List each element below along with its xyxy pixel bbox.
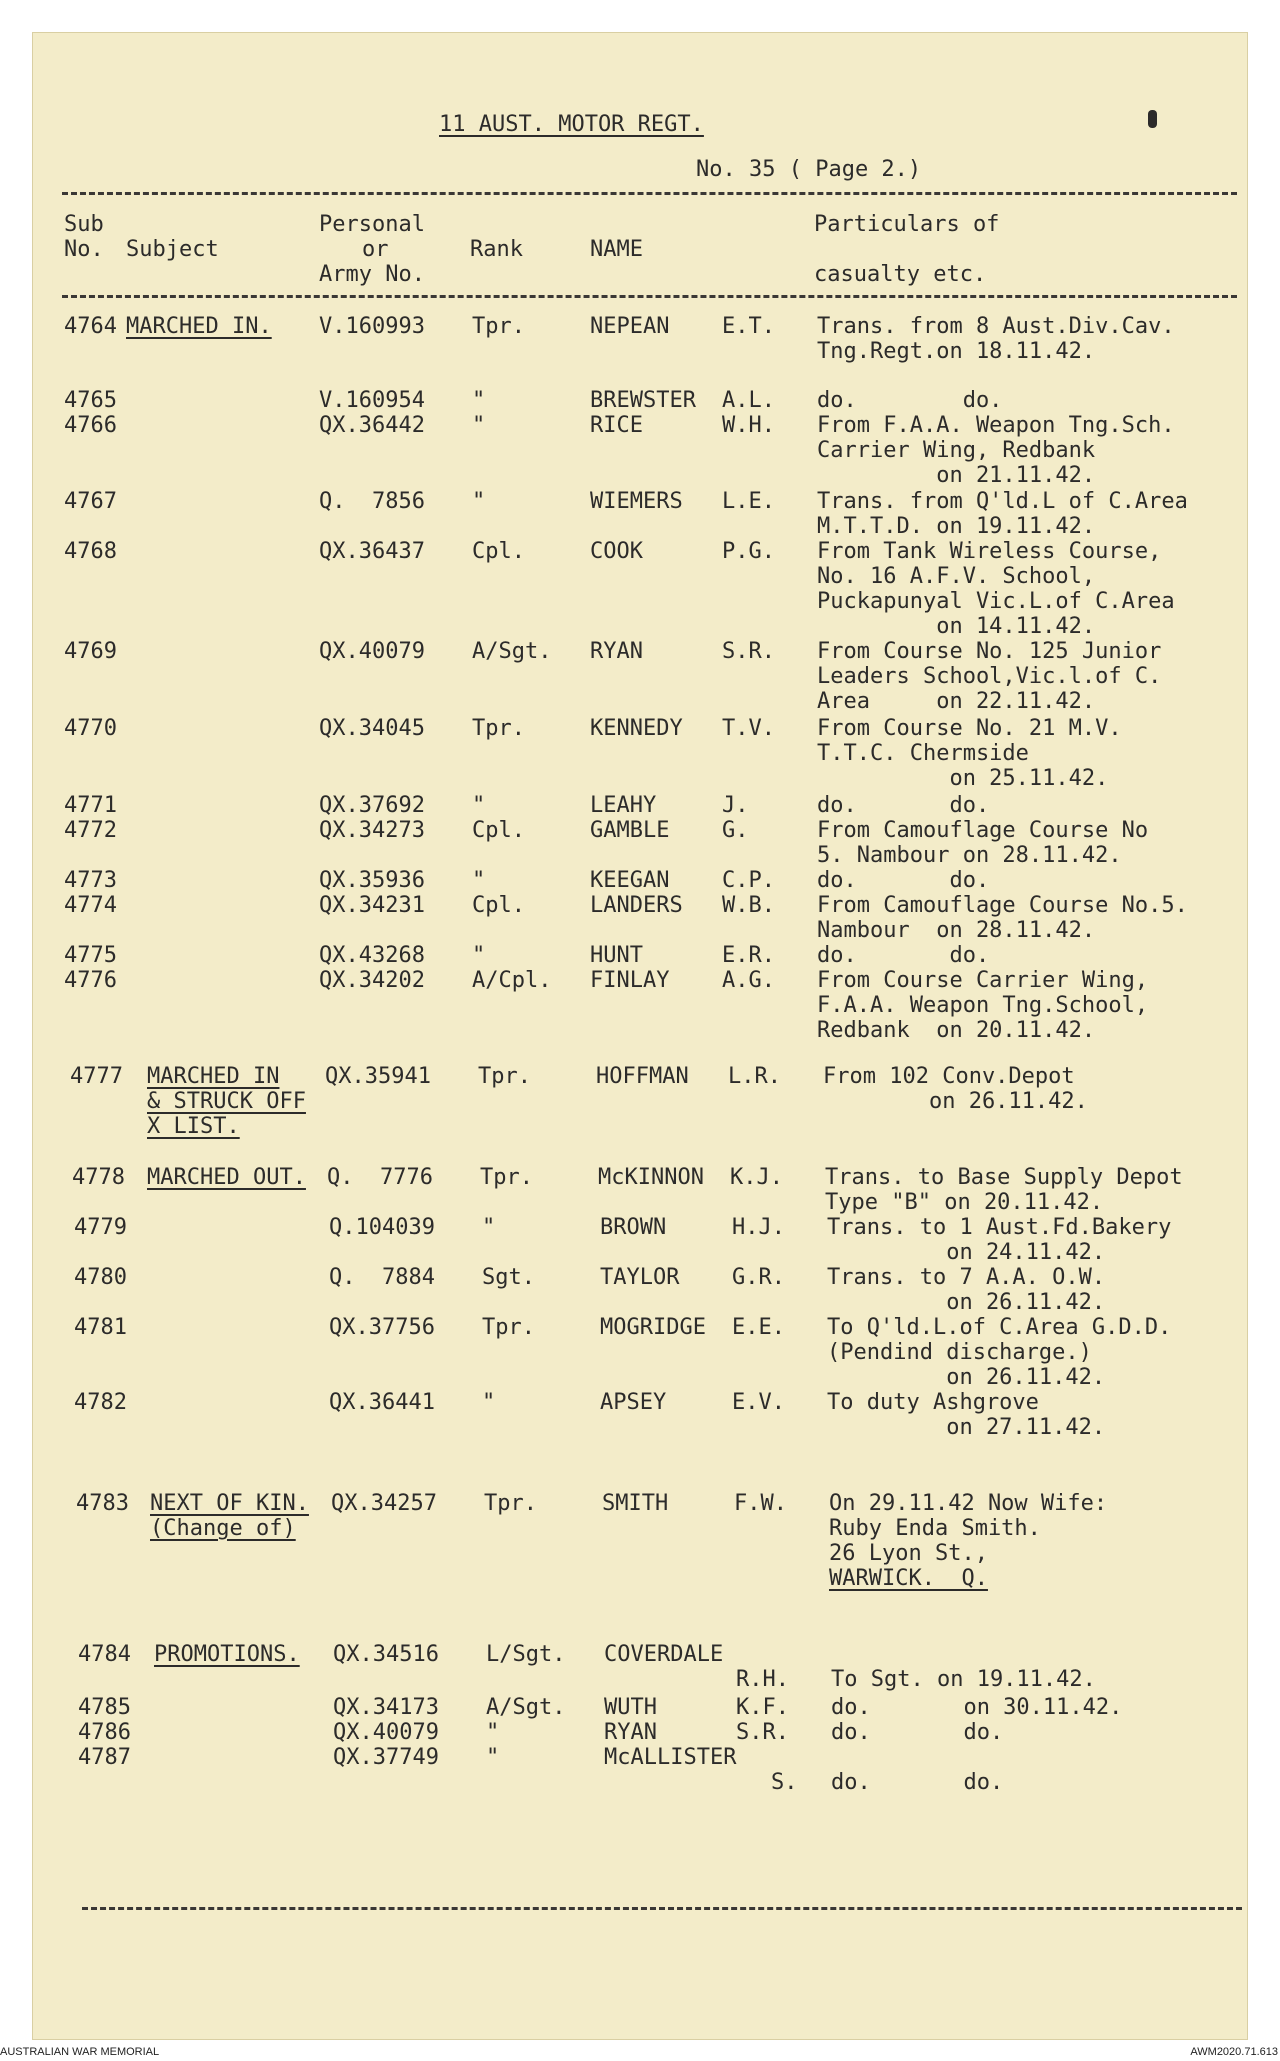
entry-initials: G.R. — [732, 1265, 785, 1290]
entry-particulars-line: do. do. — [817, 388, 1003, 413]
entry-army-number: QX.36437 — [319, 539, 425, 564]
header-bottom-divider — [62, 295, 1237, 298]
entry-surname: RICE — [590, 413, 643, 438]
entry-rank: " — [472, 868, 486, 893]
entry-surname: RYAN — [590, 639, 643, 664]
col-name: NAME — [590, 237, 643, 262]
entry-sub-number: 4776 — [64, 968, 117, 993]
entry-army-number: QX.37756 — [329, 1315, 435, 1340]
document-page — [32, 32, 1248, 2040]
entry-particulars-line: From Course Carrier Wing, — [817, 968, 1149, 993]
col-sub-line2: No. — [64, 237, 104, 262]
entry-rank: " — [472, 413, 486, 438]
entry-army-number: QX.35941 — [325, 1064, 431, 1089]
entry-particulars-line: on 26.11.42. — [827, 1290, 1106, 1315]
entry-particulars-line: on 24.11.42. — [827, 1240, 1106, 1265]
entry-initials: E.T. — [722, 314, 775, 339]
entry-sub-number: 4767 — [64, 489, 117, 514]
entry-particulars-line: 5. Nambour on 28.11.42. — [817, 843, 1122, 868]
entry-particulars-line: From Tank Wireless Course, — [817, 539, 1162, 564]
entry-sub-number: 4787 — [78, 1745, 131, 1770]
entry-particulars-line: Type "B" on 20.11.42. — [825, 1190, 1104, 1215]
entry-particulars-line: WARWICK. Q. — [829, 1566, 988, 1591]
page-title: 11 AUST. MOTOR REGT. — [439, 112, 704, 137]
entry-rank: " — [486, 1720, 500, 1745]
entry-army-number: QX.34516 — [333, 1642, 439, 1667]
entry-army-number: QX.35936 — [319, 868, 425, 893]
entry-sub-number: 4770 — [64, 716, 117, 741]
entry-particulars-line: Trans. from Q'ld.L of C.Area — [817, 489, 1188, 514]
entry-surname: COVERDALE — [604, 1642, 724, 1667]
entry-particulars-line: Trans. from 8 Aust.Div.Cav. — [817, 314, 1175, 339]
entry-particulars-line: 26 Lyon St., — [829, 1541, 988, 1566]
entry-rank: A/Sgt. — [472, 639, 552, 664]
entry-rank: L/Sgt. — [486, 1642, 566, 1667]
entry-surname: COOK — [590, 539, 643, 564]
entry-subject: MARCHED IN. — [126, 314, 272, 339]
entry-initials: E.V. — [732, 1390, 785, 1415]
entry-rank: " — [472, 388, 486, 413]
entry-subject: & STRUCK OFF — [147, 1089, 306, 1114]
entry-particulars-line: (Pendind discharge.) — [827, 1340, 1092, 1365]
entry-sub-number: 4784 — [78, 1642, 131, 1667]
entry-particulars-line: on 25.11.42. — [817, 766, 1109, 791]
entry-initials: J. — [722, 793, 749, 818]
entry-particulars-line: Nambour on 28.11.42. — [817, 918, 1096, 943]
page-number: No. 35 ( Page 2.) — [696, 157, 922, 182]
entry-army-number: Q.104039 — [329, 1215, 435, 1240]
entry-initials: S.R. — [722, 639, 775, 664]
entry-sub-number: 4771 — [64, 793, 117, 818]
entry-surname: KEEGAN — [590, 868, 670, 893]
entry-subject: (Change of) — [150, 1516, 296, 1541]
entry-surname: McKINNON — [598, 1165, 704, 1190]
entry-army-number: QX.43268 — [319, 943, 425, 968]
page-bottom-divider — [82, 1907, 1242, 1910]
entry-initials: P.G. — [722, 539, 775, 564]
entry-rank: Cpl. — [472, 539, 525, 564]
entry-particulars-line: From F.A.A. Weapon Tng.Sch. — [817, 413, 1175, 438]
entry-sub-number: 4778 — [72, 1165, 125, 1190]
entry-initials: E.E. — [732, 1315, 785, 1340]
entry-particulars-line: To Q'ld.L.of C.Area G.D.D. — [827, 1315, 1172, 1340]
entry-initials: H.J. — [732, 1215, 785, 1240]
entry-surname: APSEY — [600, 1390, 667, 1415]
entry-army-number: QX.34273 — [319, 818, 425, 843]
entry-initials: R.H. — [736, 1667, 789, 1692]
entry-subject: NEXT OF KIN. — [150, 1491, 309, 1516]
entry-particulars-line: From Course No. 21 M.V. — [817, 716, 1122, 741]
entry-surname: LEAHY — [590, 793, 657, 818]
entry-sub-number: 4783 — [76, 1491, 129, 1516]
entry-rank: Cpl. — [472, 818, 525, 843]
entry-sub-number: 4769 — [64, 639, 117, 664]
col-personal-line1: Personal — [319, 212, 425, 237]
entry-army-number: QX.34202 — [319, 968, 425, 993]
entry-rank: Tpr. — [484, 1491, 537, 1516]
entry-surname: BREWSTER — [590, 388, 696, 413]
entry-sub-number: 4785 — [78, 1695, 131, 1720]
footer-institution: AUSTRALIAN WAR MEMORIAL — [0, 2046, 160, 2058]
entry-initials: F.W. — [734, 1491, 787, 1516]
entry-particulars-line: To Sgt. on 19.11.42. — [831, 1667, 1096, 1692]
entry-army-number: QX.34045 — [319, 716, 425, 741]
entry-subject: MARCHED OUT. — [147, 1165, 306, 1190]
entry-army-number: Q. 7776 — [327, 1165, 433, 1190]
entry-particulars-line: on 21.11.42. — [817, 463, 1096, 488]
entry-sub-number: 4781 — [74, 1315, 127, 1340]
entry-rank: A/Cpl. — [472, 968, 552, 993]
entry-particulars-line: On 29.11.42 Now Wife: — [829, 1491, 1108, 1516]
col-sub-line1: Sub — [64, 212, 104, 237]
entry-army-number: V.160993 — [319, 314, 425, 339]
entry-sub-number: 4779 — [74, 1215, 127, 1240]
entry-sub-number: 4774 — [64, 893, 117, 918]
entry-particulars-line: Area on 22.11.42. — [817, 689, 1096, 714]
entry-surname: WIEMERS — [590, 489, 683, 514]
entry-particulars-line: Tng.Regt.on 18.11.42. — [817, 339, 1096, 364]
entry-particulars-line: To duty Ashgrove — [827, 1390, 1039, 1415]
entry-initials: W.H. — [722, 413, 775, 438]
entry-initials: T.V. — [722, 716, 775, 741]
entry-rank: Tpr. — [478, 1064, 531, 1089]
entry-particulars-line: F.A.A. Weapon Tng.School, — [817, 993, 1149, 1018]
entry-initials: E.R. — [722, 943, 775, 968]
entry-particulars-line: Trans. to 7 A.A. O.W. — [827, 1265, 1106, 1290]
entry-subject: PROMOTIONS. — [154, 1642, 300, 1667]
entry-surname: FINLAY — [590, 968, 670, 993]
entry-particulars-line: do. do. — [817, 793, 990, 818]
entry-initials: K.F. — [736, 1695, 789, 1720]
col-rank: Rank — [470, 237, 523, 262]
punch-mark — [1148, 110, 1157, 128]
entry-sub-number: 4764 — [64, 314, 117, 339]
entry-particulars-line: do. on 30.11.42. — [831, 1695, 1123, 1720]
entry-initials: W.B. — [722, 893, 775, 918]
entry-particulars-line: Puckapunyal Vic.L.of C.Area — [817, 589, 1175, 614]
entry-army-number: Q. 7884 — [329, 1265, 435, 1290]
entry-particulars-line: do. do. — [817, 868, 990, 893]
entry-rank: Tpr. — [472, 716, 525, 741]
entry-surname: KENNEDY — [590, 716, 683, 741]
entry-army-number: QX.34257 — [331, 1491, 437, 1516]
entry-particulars-line: From Camouflage Course No.5. — [817, 893, 1188, 918]
entry-sub-number: 4782 — [74, 1390, 127, 1415]
entry-particulars-line: From Camouflage Course No — [817, 818, 1149, 843]
entry-initials: C.P. — [722, 868, 775, 893]
col-particulars-line2: casualty etc. — [814, 262, 987, 287]
entry-initials: L.E. — [722, 489, 775, 514]
entry-surname: WUTH — [604, 1695, 657, 1720]
entry-sub-number: 4780 — [74, 1265, 127, 1290]
entry-particulars-line: From 102 Conv.Depot — [823, 1064, 1075, 1089]
entry-particulars-line: do. do. — [831, 1770, 1004, 1795]
entry-rank: Tpr. — [472, 314, 525, 339]
entry-surname: HOFFMAN — [596, 1064, 689, 1089]
entry-army-number: QX.34231 — [319, 893, 425, 918]
entry-sub-number: 4786 — [78, 1720, 131, 1745]
entry-rank: " — [482, 1215, 496, 1240]
entry-initials: S. — [771, 1770, 798, 1795]
entry-sub-number: 4765 — [64, 388, 117, 413]
entry-initials: K.J. — [730, 1165, 783, 1190]
entry-surname: HUNT — [590, 943, 643, 968]
entry-army-number: Q. 7856 — [319, 489, 425, 514]
entry-particulars-line: on 26.11.42. — [827, 1365, 1106, 1390]
entry-particulars-line: Ruby Enda Smith. — [829, 1516, 1041, 1541]
entry-surname: MOGRIDGE — [600, 1315, 706, 1340]
entry-subject: MARCHED IN — [147, 1064, 280, 1089]
entry-particulars-line: do. do. — [817, 943, 990, 968]
entry-rank: " — [472, 793, 486, 818]
entry-particulars-line: T.T.C. Chermside — [817, 741, 1029, 766]
entry-rank: Sgt. — [482, 1265, 535, 1290]
entry-army-number: V.160954 — [319, 388, 425, 413]
entry-rank: Tpr. — [480, 1165, 533, 1190]
entry-particulars-line: Carrier Wing, Redbank — [817, 438, 1096, 463]
entry-initials: A.L. — [722, 388, 775, 413]
entry-surname: McALLISTER — [604, 1745, 737, 1770]
entry-particulars-line: Trans. to Base Supply Depot — [825, 1165, 1183, 1190]
entry-particulars-line: No. 16 A.F.V. School, — [817, 564, 1096, 589]
entry-sub-number: 4772 — [64, 818, 117, 843]
col-personal-line2: or — [362, 237, 389, 262]
entry-army-number: QX.34173 — [333, 1695, 439, 1720]
entry-surname: GAMBLE — [590, 818, 670, 843]
entry-surname: TAYLOR — [600, 1265, 680, 1290]
entry-army-number: QX.37692 — [319, 793, 425, 818]
entry-particulars-line: Leaders School,Vic.l.of C. — [817, 664, 1162, 689]
entry-army-number: QX.36442 — [319, 413, 425, 438]
entry-sub-number: 4773 — [64, 868, 117, 893]
entry-surname: RYAN — [604, 1720, 657, 1745]
entry-sub-number: 4775 — [64, 943, 117, 968]
entry-rank: " — [472, 489, 486, 514]
entry-rank: Cpl. — [472, 893, 525, 918]
entry-particulars-line: M.T.T.D. on 19.11.42. — [817, 514, 1096, 539]
entry-initials: A.G. — [722, 968, 775, 993]
entry-initials: L.R. — [728, 1064, 781, 1089]
header-top-divider — [62, 192, 1237, 195]
entry-initials: S.R. — [736, 1720, 789, 1745]
entry-surname: BROWN — [600, 1215, 667, 1240]
entry-rank: " — [472, 943, 486, 968]
entry-particulars-line: Redbank on 20.11.42. — [817, 1018, 1096, 1043]
col-particulars-line1: Particulars of — [814, 212, 1000, 237]
entry-particulars-line: Trans. to 1 Aust.Fd.Bakery — [827, 1215, 1172, 1240]
entry-rank: " — [486, 1745, 500, 1770]
entry-army-number: QX.40079 — [333, 1720, 439, 1745]
entry-rank: Tpr. — [482, 1315, 535, 1340]
entry-surname: SMITH — [602, 1491, 669, 1516]
entry-army-number: QX.36441 — [329, 1390, 435, 1415]
entry-initials: G. — [722, 818, 749, 843]
entry-subject: X LIST. — [147, 1114, 240, 1139]
entry-sub-number: 4768 — [64, 539, 117, 564]
entry-rank: " — [482, 1390, 496, 1415]
entry-particulars-line: do. do. — [831, 1720, 1004, 1745]
entry-surname: NEPEAN — [590, 314, 670, 339]
entry-particulars-line: on 27.11.42. — [827, 1415, 1106, 1440]
entry-particulars-line: on 26.11.42. — [823, 1089, 1088, 1114]
col-personal-line3: Army No. — [319, 262, 425, 287]
entry-particulars-line: From Course No. 125 Junior — [817, 639, 1162, 664]
entry-army-number: QX.40079 — [319, 639, 425, 664]
col-subject: Subject — [126, 237, 219, 262]
entry-rank: A/Sgt. — [486, 1695, 566, 1720]
entry-particulars-line: on 14.11.42. — [817, 614, 1096, 639]
entry-army-number: QX.37749 — [333, 1745, 439, 1770]
footer-accession-number: AWM2020.71.613 — [1190, 2046, 1278, 2058]
entry-sub-number: 4777 — [70, 1064, 123, 1089]
entry-surname: LANDERS — [590, 893, 683, 918]
entry-sub-number: 4766 — [64, 413, 117, 438]
